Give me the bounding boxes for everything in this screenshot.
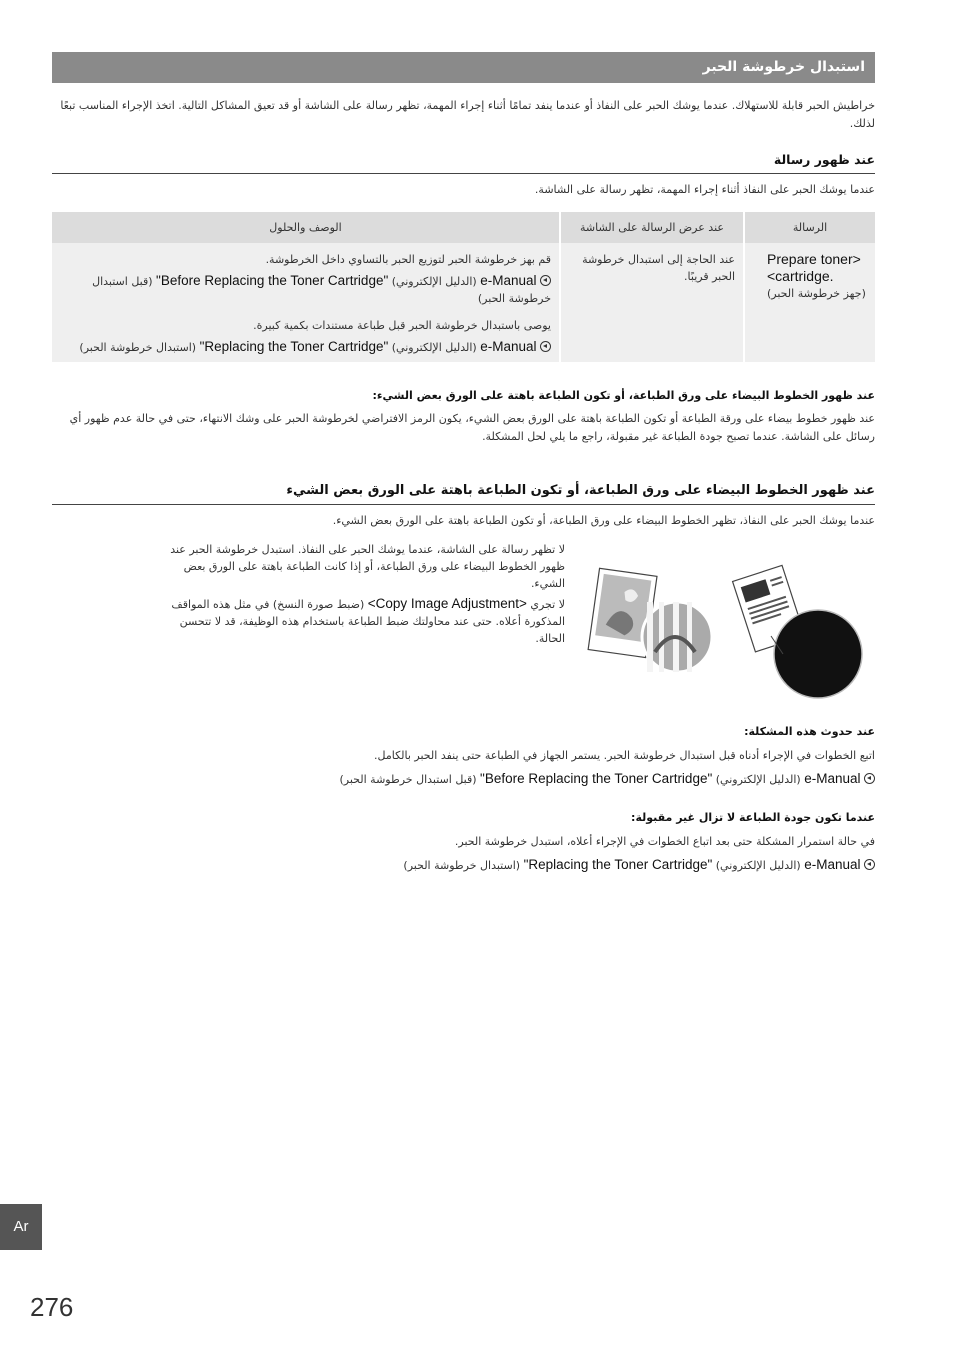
copy-image-adjustment-label: <Copy Image Adjustment>: [367, 596, 527, 611]
manual-topic-arabic: (استبدال خرطوشة الحبر): [403, 859, 521, 872]
side-text-2-pre: لا تجري: [530, 598, 565, 611]
manual-topic-arabic: (قبل استبدال خرطوشة الحبر): [339, 773, 477, 786]
manual-topic: "Replacing the Toner Cartridge": [523, 857, 713, 872]
emanual-label: e-Manual: [480, 339, 537, 354]
solution-2-ref: [60, 338, 551, 356]
side-text-1: لا تظهر رسالة على الشاشة، عندما يوشك الحبر على النفاذ. استبدل خرطوشة الحبر عند ظهور الخطوط البيضاء على ورق الطباعة، أو إذا كانت الطباعة باهتة على الورق بعض الشيء.: [170, 543, 565, 590]
occur-text: اتبع الخطوات في الإجراء أدناه قبل استبدال خرطوشة الحبر. يستمر الجهاز في الطباعة حتى ينفد الحبر بالكامل.: [374, 749, 875, 762]
solution-2-text: يوصى باستبدال خرطوشة الحبر قبل طباعة مستندات بكمية كبيرة.: [253, 319, 551, 332]
emanual-subtitle: (الدليل الإلكتروني): [715, 859, 801, 872]
message-arabic: (جهز خرطوشة الحبر): [767, 287, 866, 300]
solution-cell: [52, 243, 560, 362]
section1-title: عند ظهور رسالة: [773, 152, 875, 167]
language-tab: Ar: [0, 1204, 42, 1250]
message-cell: [744, 243, 875, 362]
occur-title: عند حدوث هذه المشكلة:: [744, 725, 875, 738]
emanual-icon: [540, 341, 551, 352]
intro-text: خراطيش الحبر قابلة للاستهلاك. عندما يوشك الحبر على النفاذ أو عندما ينفد تمامًا أثناء إجراء المهمة، تظهر رسالة على الشاشة أو قد تعيق المشاكل التالية. اتخذ الإجراء المناسب تبعًا لذلك.: [60, 99, 875, 130]
emanual-subtitle: (الدليل الإلكتروني): [715, 773, 801, 786]
emanual-subtitle: (الدليل الإلكتروني): [391, 275, 477, 288]
divider: [52, 173, 875, 174]
unacceptable-title: عندما تكون جودة الطباعة لا تزال غير مقبولة:: [631, 811, 875, 824]
section1-desc: عندما يوشك الحبر على النفاذ أثناء إجراء المهمة، تظهر رسالة على الشاشة.: [534, 183, 875, 196]
emanual-icon: [540, 275, 551, 286]
emanual-icon: [864, 773, 875, 784]
table-header-message: الرسالة: [744, 212, 875, 243]
message-english: Prepare toner> <cartridge.: [767, 251, 861, 284]
note-text: عند ظهور خطوط بيضاء على ورقة الطباعة أو تكون الطباعة باهتة على الورق بعض الشيء، يكون الرمز الافتراضي لخرطوشة الحبر على وشك الانتهاء، حتى في حالة عدم ظهور أي رسائل على الشاشة. عندما تصبح جودة الطباعة غير مقبولة، راجع ما يلي لحل المشكلة.: [69, 412, 875, 443]
side-text-2-post: (ضبط صورة النسخ) في مثل هذه المواقف المذكورة أعلاه. حتى عند محاولتك ضبط الطباعة باستخدام هذه الوظيفة، قد لا تتحسن الحالة.: [171, 598, 565, 645]
manual-topic-arabic: (استبدال خرطوشة الحبر): [79, 341, 197, 354]
occur-ref: [52, 770, 875, 789]
divider: [52, 504, 875, 505]
table-row: [52, 243, 875, 362]
manual-topic: "Before Replacing the Toner Cartridge": [480, 771, 713, 786]
unacceptable-text: في حالة استمرار المشكلة حتى بعد اتباع الخطوات في الإجراء أعلاه، استبدل خرطوشة الحبر.: [454, 835, 875, 848]
solution-1-ref: [60, 272, 551, 307]
emanual-label: e-Manual: [804, 857, 861, 872]
manual-topic-arabic: (قبل استبدال خرطوشة الحبر): [92, 275, 551, 305]
message-table: [52, 212, 875, 362]
table-header-when: عند عرض الرسالة على الشاشة: [560, 212, 744, 243]
emanual-subtitle: (الدليل الإلكتروني): [391, 341, 477, 354]
section2-desc: عندما يوشك الحبر على النفاذ، تظهر الخطوط البيضاء على ورق الطباعة، أو تكون الطباعة باهتة على الورق بعض الشيء.: [332, 514, 875, 527]
side-text-2: [160, 595, 565, 647]
note-title: عند ظهور الخطوط البيضاء على ورق الطباعة، أو تكون الطباعة باهتة على الورق بعض الشيء:: [372, 389, 875, 402]
manual-topic: "Replacing the Toner Cartridge": [199, 339, 389, 354]
page-title: استبدال خرطوشة الحبر: [702, 59, 865, 75]
table-header-solution: الوصف والحلول: [52, 212, 560, 243]
section-header-bar: [52, 52, 875, 83]
page-number: 276: [30, 1292, 74, 1322]
emanual-label: e-Manual: [480, 273, 537, 288]
emanual-label: e-Manual: [804, 771, 861, 786]
print-quality-illustration: [585, 562, 870, 702]
unacceptable-ref: [52, 856, 875, 875]
emanual-icon: [864, 859, 875, 870]
magnified-dark-circle: [774, 610, 862, 698]
when-cell: عند الحاجة إلى استبدال خرطوشة الحبر قريبًا.: [560, 243, 744, 362]
manual-topic: "Before Replacing the Toner Cartridge": [156, 273, 389, 288]
solution-1-text: قم بهز خرطوشة الحبر لتوزيع الحبر بالتساوي داخل الخرطوشة.: [265, 253, 551, 266]
section2-title: عند ظهور الخطوط البيضاء على ورق الطباعة، أو تكون الطباعة باهتة على الورق بعض الشيء: [286, 483, 875, 498]
